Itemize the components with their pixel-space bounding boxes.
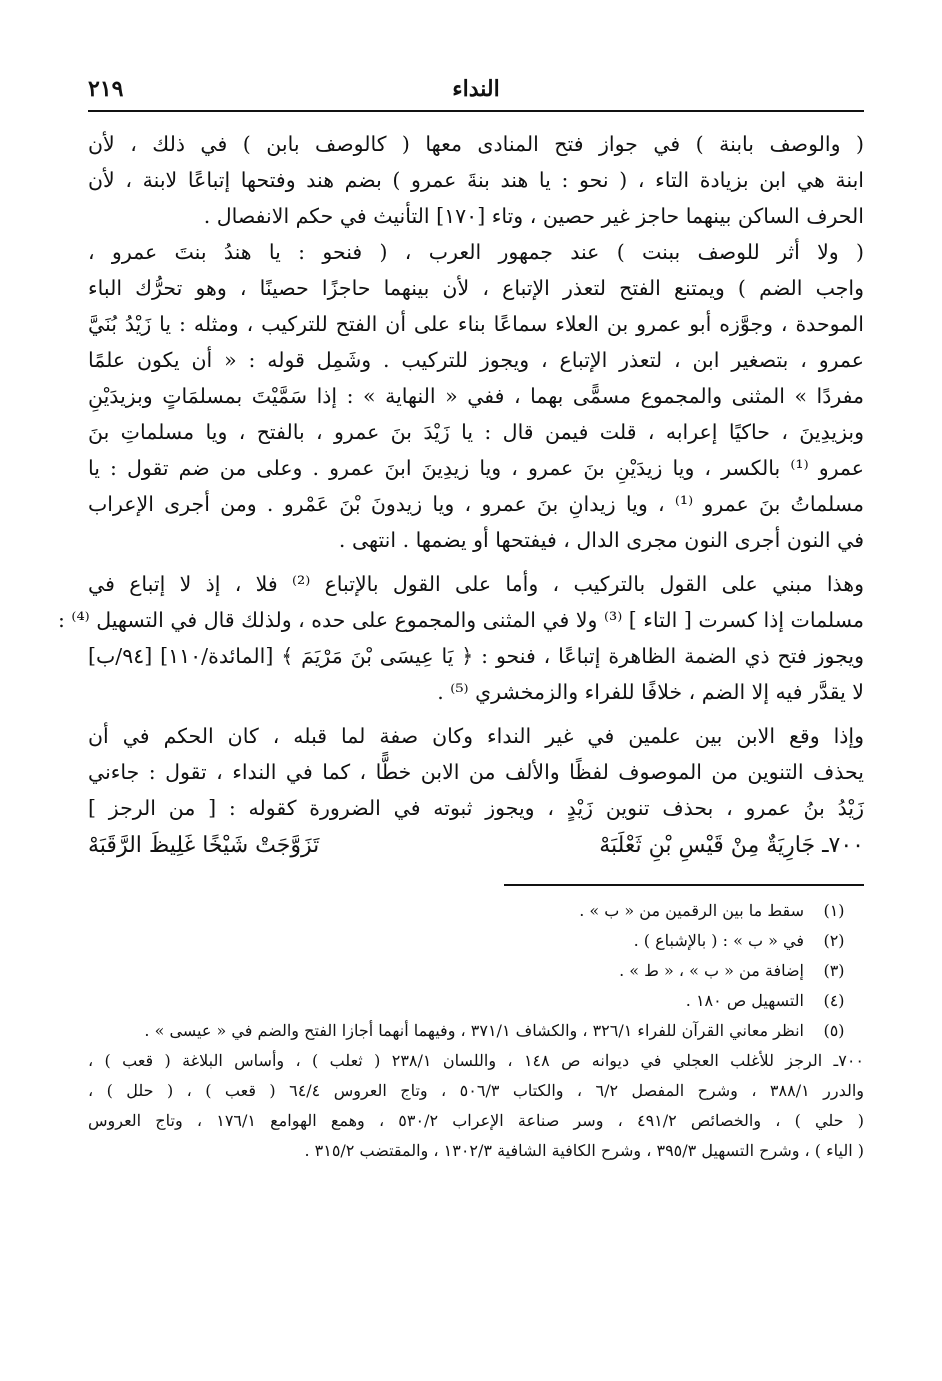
- footnote-number: (٤): [823, 991, 845, 1010]
- verse-second-hemistich: تَزَوَّجَتْ شَيْخًا غَلِيظَ الرَّقَبَهْ: [88, 833, 320, 858]
- page-number: ٢١٩: [88, 76, 124, 102]
- text-line: زَيْدُ بنُ عمرو ، بحذف تنوين زَيْدٍ ، ويجوز ثبوته في الضرورة كقوله : [ من الرجز ]: [88, 796, 864, 820]
- text-line: مسلمات إذا كسرت [ التاء ] ⁽³⁾ ولا في المثنى والمجموع على حده ، ولذلك قال في التسهيل ⁽⁴⁾ :: [57, 608, 864, 632]
- verse-source-line: ٧٠٠ـ الرجز للأغلب العجلي في ديوانه ص ١٤٨ ، واللسان ٢٣٨/١ ( ثعلب ) ، وأساس البلاغة ( قعب ) ،: [88, 1051, 864, 1070]
- text-line: ( والوصف بابنة ) في جواز فتح المنادى معها ( كالوصف بابن ) في ذلك ، لأن: [88, 132, 864, 156]
- footnote-number: (٣): [823, 961, 845, 980]
- page: [57, 70, 865, 1166]
- main-text: [57, 126, 864, 866]
- verse-source-line: والدرر ٣٨٨/١ ، وشرح المفصل ٦/٢ ، والكتاب ٥٠٦/٣ ، وتاج العروس ٦٤/٤ ( قعب ) ، ( حلل ) ،: [88, 1081, 865, 1100]
- text-line: مسلماتُ بنَ عمرو ⁽¹⁾ ، ويا زيدانِ بنَ عمرو ، ويا زيدونَ بْنَ عَمْرو . ومن أجرى الإعراب: [88, 492, 864, 516]
- text-line: الحرف الساكن بينهما حاجز غير حصين ، وتاء [١٧٠] التأنيث في حكم الانفصال .: [203, 204, 864, 228]
- footnote-number: (٥): [823, 1021, 845, 1040]
- text-line: وبزيدِينَ ، حاكيًا إعرابه ، قلت فيمن قال : يا زَيْدَ بنَ عمرو ، بالفتح ، ويا مسلماتِ بنَ: [88, 420, 864, 444]
- page-header: [88, 70, 864, 112]
- text-line: واجب الضم ) ويمتنع الفتح لتعذر الإتباع ، لأن بينهما حاجزًا حصينًا ، وهو تحرُّك الباء: [88, 276, 864, 300]
- text-line: ويجوز فتح ذي الضمة الظاهرة إتباعًا ، فنحو : ﴿ يَا عِيسَى بْنَ مَرْيَمَ ﴾ [المائدة/١١٠] [٩٤/ب]: [88, 644, 864, 668]
- text-line: يحذف التنوين من الموصوف لفظًا والألف من الابن خطًّا ، كما في النداء ، تقول : جاءني: [88, 760, 864, 784]
- verse-source-line: ( حلي ) ، والخصائص ٤٩١/٢ ، وسر صناعة الإعراب ٥٣٠/٢ ، وهمع الهوامع ١٧٦/١ ، وتاج العروس: [88, 1111, 864, 1130]
- footnote-item: [88, 986, 864, 1016]
- footnote-text: التسهيل ص ١٨٠ .: [685, 991, 804, 1010]
- footnote-item: [88, 1016, 864, 1046]
- footnote-number: (١): [823, 901, 845, 920]
- text-line: الموحدة ، وجوَّزه أبو عمرو بن العلاء سماعًا بناء على أن الفتح للتركيب ، ومثله : يا زَيْدُ بُنَيَّ: [88, 312, 864, 336]
- footnote-text: في « ب » : ( بالإشباع ) .: [633, 931, 804, 950]
- footnote-item: [88, 896, 864, 926]
- footnote-number: (٢): [823, 931, 845, 950]
- footnote-text: إضافة من « ب » ، « ط » .: [619, 961, 804, 980]
- chapter-title: النداء: [452, 76, 500, 102]
- footnote-item: [88, 926, 864, 956]
- footnote-separator: [504, 884, 864, 886]
- poetry-verse: [88, 826, 864, 866]
- footnote-text: سقط ما بين الرقمين من « ب » .: [579, 901, 804, 920]
- text-line: عمرو ⁽¹⁾ بالكسر ، ويا زيدَيْنِ بنَ عمرو ، ويا زيدِينَ ابنَ عمرو . وعلى من ضم تقول : يا: [88, 456, 864, 480]
- text-line: وهذا مبني على القول بالتركيب ، وأما على القول بالإتباع ⁽²⁾ فلا ، إذ لا إتباع في: [88, 572, 864, 596]
- text-line: مفردًا » المثنى والمجموع مسمًّى بهما ، ففي « النهاية » : إذا سَمَّيْتَ بمسلمَاتٍ وبزيدَيْنِ: [88, 384, 864, 408]
- verse-first-hemistich: ٧٠٠ـ جَارِيَةٌ مِنْ قَيْسِ بْنِ ثَعْلَبَهْ: [599, 833, 864, 858]
- text-line: لا يقدَّر فيه إلا الضم ، خلافًا للفراء والزمخشري ⁽⁵⁾ .: [437, 680, 864, 704]
- footnote-text: انظر معاني القرآن للفراء ٣٢٦/١ ، والكشاف ٣٧١/١ ، وفيهما أنهما أجازا الفتح والضم في « عيسى » .: [144, 1021, 804, 1040]
- text-line: في النون أجرى النون مجرى الدال ، فيفتحها أو يضمها . انتهى .: [338, 528, 864, 552]
- verse-source-line: ( الياء ) ، وشرح التسهيل ٣٩٥/٣ ، وشرح الكافية الشافية ١٣٠٢/٣ ، والمقتضب ٣١٥/٢ .: [304, 1141, 864, 1160]
- text-line: عمرو ، بتصغير ابن ، لتعذر الإتباع ، ويجوز للتركيب . وشَمِل قوله : « أن يكون علمًا: [88, 348, 864, 372]
- footnotes: [88, 896, 864, 1166]
- text-line: وإذا وقع الابن بين علمين في غير النداء وكان صفة لما قبله ، كان الحكم في أن: [88, 724, 864, 748]
- footnote-item: [88, 956, 864, 986]
- text-line: ( ولا أثر للوصف ببنت ) عند جمهور العرب ، ( فنحو : يا هندُ بنتَ عمرو ،: [88, 240, 864, 264]
- text-line: ابنة هي ابن بزيادة التاء ، ( نحو : يا هند بنةَ عمرو ) بضم هند وفتحها إتباعًا لابنة ، لأن: [88, 168, 864, 192]
